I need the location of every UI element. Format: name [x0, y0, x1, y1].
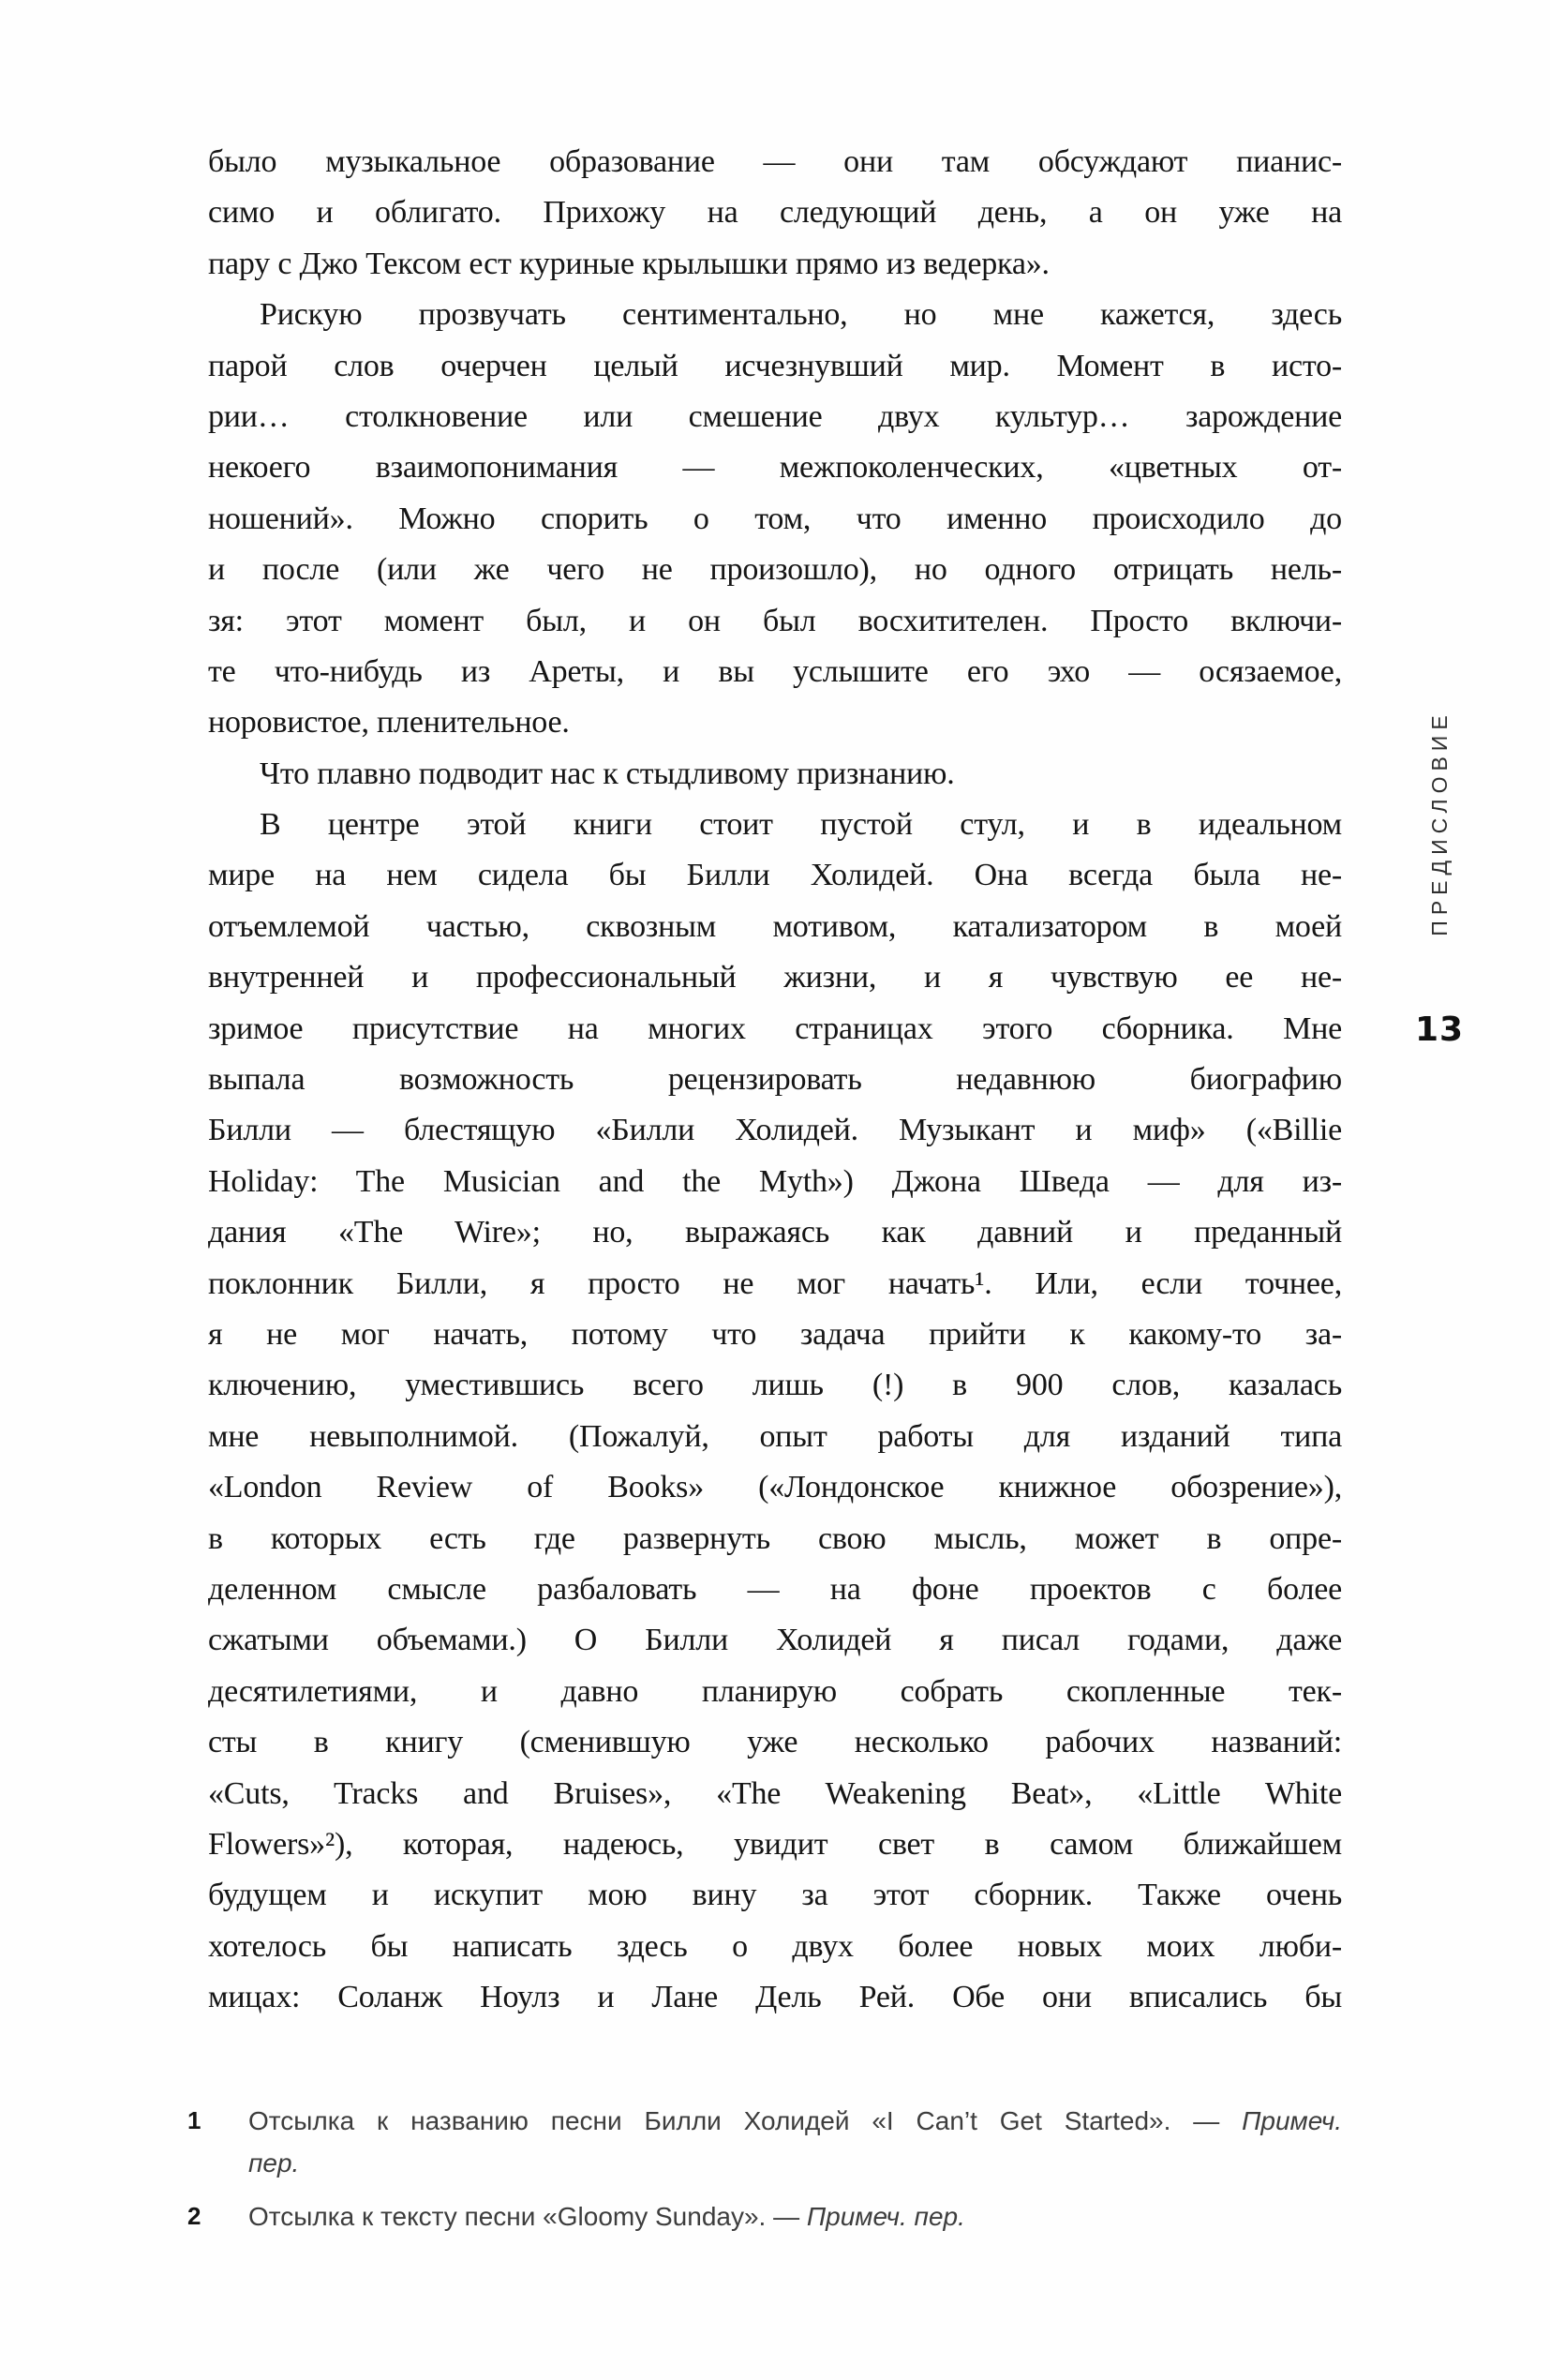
- body-text: [208, 137, 1342, 2023]
- footnote-text-italic: Примеч. пер.: [806, 2202, 965, 2231]
- footnote-text-italic: пер.: [248, 2148, 300, 2178]
- footnote-text-italic: Примеч.: [1242, 2106, 1342, 2135]
- footnote-marker: 1: [187, 2106, 201, 2134]
- body-text-line: «Cuts, Tracks and Bruises», «The Weakening Beat», «Little White: [208, 1775, 1342, 1811]
- body-text-line: Рискую прозвучать сентиментально, но мне кажется, здесь: [260, 297, 1342, 333]
- body-text-line: десятилетиями, и давно планирую собрать скопленные тек-: [208, 1673, 1342, 1709]
- body-text-line: те что-нибудь из Ареты, и вы услышите его эхо — осязаемое,: [208, 653, 1342, 689]
- body-text-line: норовистое, пленительное.: [208, 705, 570, 741]
- body-text-line: внутренней и профессиональный жизни, и я чувствую ее не-: [208, 960, 1342, 995]
- body-text-line: зримое присутствие на многих страницах этого сборника. Мне: [208, 1010, 1342, 1046]
- footnote-marker: 2: [187, 2202, 201, 2230]
- body-text-line: я не мог начать, потому что задача прийти к какому-то за-: [208, 1316, 1342, 1352]
- body-text-line: поклонник Билли, я просто не мог начать¹. Или, если точнее,: [208, 1265, 1342, 1301]
- body-text-line: мире на нем сидела бы Билли Холидей. Она всегда была не-: [208, 858, 1342, 893]
- body-text-line: сжатыми объемами.) О Билли Холидей я писал годами, даже: [208, 1623, 1342, 1658]
- body-text-line: Holiday: The Musician and the Myth») Джона Шведа — для из-: [208, 1163, 1342, 1199]
- footnotes: [187, 2100, 1342, 2238]
- body-text-line: рии… столкновение или смешение двух культур… зарождение: [208, 398, 1342, 434]
- page-number: 13: [1414, 1010, 1465, 1049]
- footnote-text: [248, 2195, 1342, 2238]
- body-text-line: выпала возможность рецензировать недавнюю биографию: [208, 1062, 1342, 1098]
- body-text-line: Что плавно подводит нас к стыдливому признанию.: [260, 756, 955, 791]
- body-text-line: В центре этой книги стоит пустой стул, и в идеальном: [260, 807, 1342, 843]
- body-text-line: было музыкальное образование — они там обсуждают пианис-: [208, 144, 1342, 179]
- body-text-line: парой слов очерчен целый исчезнувший мир. Момент в исто-: [208, 348, 1342, 383]
- footnote: [187, 2142, 1342, 2184]
- body-text-line: ношений». Можно спорить о том, что именно происходило до: [208, 501, 1342, 536]
- footnote: [187, 2195, 1342, 2238]
- running-title: ПРЕДИСЛОВИЕ: [1427, 710, 1452, 936]
- body-text-line: ключению, уместившись всего лишь (!) в 900 слов, казалась: [208, 1368, 1342, 1403]
- body-text-line: зя: этот момент был, и он был восхитителен. Просто включи-: [208, 603, 1342, 638]
- body-text-line: хотелось бы написать здесь о двух более новых моих люби-: [208, 1928, 1342, 1964]
- footnote-text-normal: Отсылка к названию песни Билли Холидей «I Can’t Get Started». —: [248, 2106, 1243, 2135]
- body-text-line: Билли — блестящую «Билли Холидей. Музыкант и миф» («Billie: [208, 1113, 1342, 1148]
- body-text-line: Flowers»²), которая, надеюсь, увидит свет в самом ближайшем: [208, 1826, 1342, 1862]
- footnote-text-normal: Отсылка к тексту песни «Gloomy Sunday». —: [248, 2202, 807, 2231]
- body-text-line: в которых есть где развернуть свою мысль, может в опре-: [208, 1520, 1342, 1556]
- body-text-line: дания «The Wire»; но, выражаясь как давний и преданный: [208, 1215, 1342, 1250]
- body-text-line: «London Review of Books» («Лондонское книжное обозрение»),: [208, 1470, 1342, 1505]
- body-text-line: пару с Джо Тексом ест куриные крылышки прямо из ведерка».: [208, 246, 1050, 281]
- body-text-line: мицах: Соланж Ноулз и Лане Дель Рей. Обе они вписались бы: [208, 1980, 1342, 2015]
- body-text-line: симо и облигато. Прихожу на следующий день, а он уже на: [208, 195, 1342, 231]
- body-text-line: некоего взаимопонимания — межпоколенческих, «цветных от-: [208, 450, 1342, 486]
- footnote-text: [248, 2142, 1342, 2184]
- body-text-line: мне невыполнимой. (Пожалуй, опыт работы для изданий типа: [208, 1418, 1342, 1454]
- body-text-line: будущем и искупит мою вину за этот сборник. Также очень: [208, 1878, 1342, 1913]
- body-text-line: сты в книгу (сменившую уже несколько рабочих названий:: [208, 1725, 1342, 1760]
- body-text-line: и после (или же чего не произошло), но одного отрицать нель-: [208, 552, 1342, 588]
- footnote: [187, 2100, 1342, 2142]
- body-text-line: деленном смысле разбаловать — на фоне проектов с более: [208, 1571, 1342, 1607]
- footnote-text: [248, 2100, 1342, 2142]
- body-text-line: отъемлемой частью, сквозным мотивом, катализатором в моей: [208, 908, 1342, 944]
